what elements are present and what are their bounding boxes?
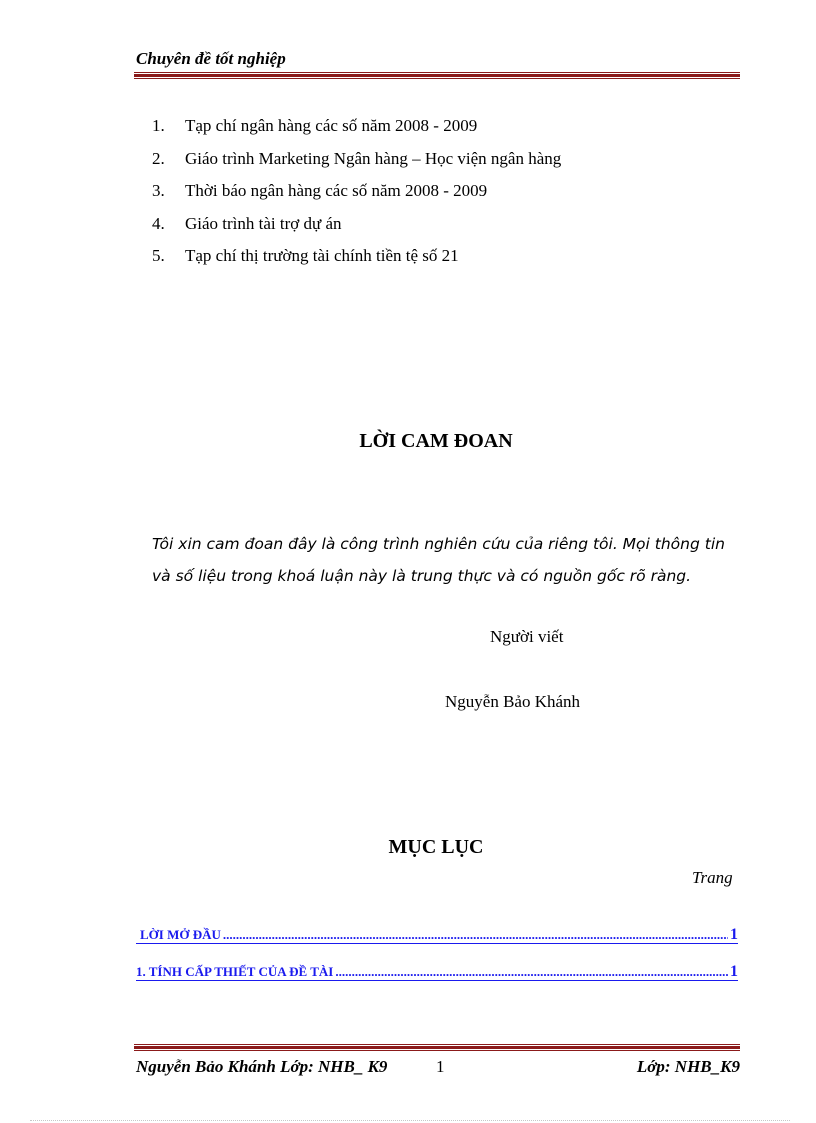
page-header-title: Chuyên đề tốt nghiệp <box>136 49 286 68</box>
toc-link-tinh-cap-thiet[interactable] <box>136 963 738 981</box>
list-item-text: Tạp chí ngân hàng các số năm 2008 - 2009 <box>185 116 478 135</box>
list-item <box>152 179 561 212</box>
list-item <box>152 147 561 180</box>
list-item <box>152 244 561 277</box>
list-item <box>152 114 561 147</box>
toc-page-label: Trang <box>692 868 733 887</box>
footer-page-number: 1 <box>436 1057 445 1076</box>
declaration-text <box>152 528 752 592</box>
footer-class: Lớp: NHB_K9 <box>636 1057 740 1076</box>
list-item-text: Tạp chí thị trường tài chính tiền tệ số 21 <box>185 246 459 265</box>
toc-link-loi-mo-dau[interactable] <box>136 926 738 944</box>
header-rule <box>134 72 740 79</box>
list-item-number: 1. <box>152 116 165 135</box>
list-item <box>152 212 561 245</box>
toc-entry-text: 1. TÍNH CẤP THIẾT CỦA ĐỀ TÀI <box>136 964 334 979</box>
writer-name: Nguyễn Bảo Khánh <box>445 692 581 711</box>
footer-rule <box>134 1044 740 1051</box>
declaration-line: và số liệu trong khoá luận này là trung thực và có nguồn gốc rõ ràng. <box>152 567 692 585</box>
list-item-number: 2. <box>152 148 165 168</box>
list-item-text: Thời báo ngân hàng các số năm 2008 - 2009 <box>185 181 488 200</box>
footer-author-class: Nguyễn Bảo Khánh Lớp: NHB_ K9 <box>136 1057 388 1076</box>
toc-entry-page: 1 <box>730 963 738 980</box>
list-item-text: Giáo trình Marketing Ngân hàng – Học viện ngân hàng <box>185 148 562 168</box>
writer-label: Người viết <box>490 627 564 646</box>
toc-entry-page: 1 <box>730 926 738 943</box>
reference-list <box>152 114 561 277</box>
toc-leader-dots <box>335 963 728 980</box>
list-item-text: Giáo trình tài trợ dự án <box>185 213 342 233</box>
declaration-title: LỜI CAM ĐOAN <box>359 430 513 452</box>
declaration-line: Tôi xin cam đoan đây là công trình nghiên cứu của riêng tôi. Mọi thông tin <box>152 535 725 553</box>
list-item-number: 5. <box>152 246 165 265</box>
page-bottom-divider <box>30 1120 790 1121</box>
list-item-number: 3. <box>152 181 165 200</box>
toc-title: MỤC LỤC <box>388 836 484 858</box>
list-item-number: 4. <box>152 213 165 233</box>
toc-leader-dots <box>223 926 728 943</box>
toc-entry-text: LỜI MỞ ĐẦU <box>140 927 221 942</box>
